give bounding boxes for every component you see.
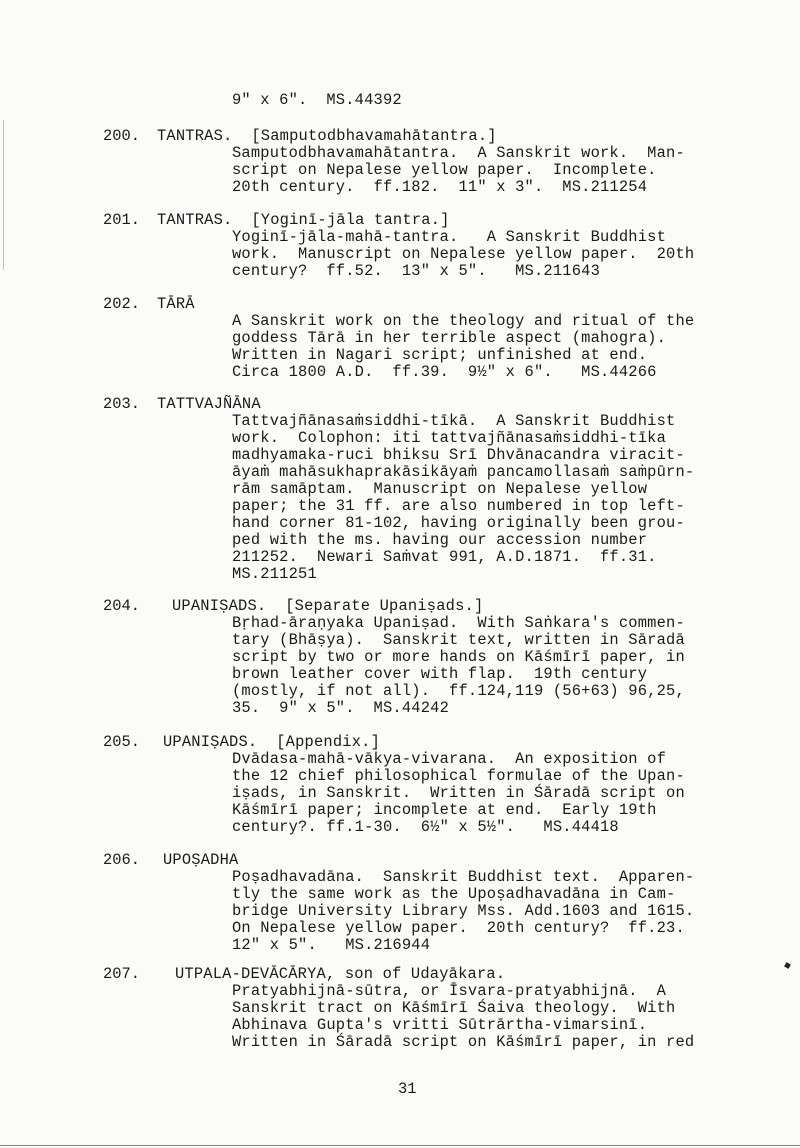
entry-body-line: 35. 9" x 5". MS.44242 [232,699,450,717]
entry-body-line: Sanskrit tract on Kāśmīrī Śaiva theology. With [232,999,676,1017]
entry-body-line: A Sanskrit work on the theology and ritual of the [232,312,695,330]
entry-body-line: the 12 chief philosophical formulae of the Upan- [232,767,685,785]
entry-body-line: Yoginī-jāla-mahā-tantra. A Sanskrit Buddhist [232,228,667,246]
entry-body-line: Kāśmīrī paper; incomplete at end. Early 19th [232,801,657,819]
entry-body-line: Poṣadhavadāna. Sanskrit Buddhist text. Apparen- [232,868,695,886]
entry-body-line: Tattvajñānasaṁsiddhi-tīkā. A Sanskrit Buddhist [232,412,676,430]
page-number: 31 [398,1080,417,1098]
entry-body-line: bridge University Library Mss. Add.1603 and 1615. [232,902,695,920]
entry-body-line: MS.211251 [232,565,317,583]
entry-body-line: āyaṁ mahāsukhaprakāsikāyaṁ pancamollasaṁ saṁpūrn- [232,463,695,481]
entry-heading: TANTRAS. [Samputodbhavamahātantra.] [157,127,497,145]
entry-body-line: tary (Bhāṣya). Sanskrit text, written in Sāradā [232,631,685,649]
entry-body-line: century? ff.52. 13" x 5". MS.211643 [232,262,600,280]
entry-body-line: ped with the ms. having our accession number [232,531,648,549]
entry-body-line: rām samāptam. Manuscript on Nepalese yellow [232,480,648,498]
entry-heading: UPANIṢADS. [Separate Upaniṣads.] [172,597,484,615]
entry-heading: TATTVAJÑĀNA [157,395,261,413]
entry-number: 203. [103,395,140,413]
entry-heading: UPOṢADHA [163,851,239,869]
entry-body-line: 12" x 5". MS.216944 [232,936,431,954]
entry-number: 204. [103,597,140,615]
entry-body-line: paper; the 31 ff. are also numbered in top left- [232,497,685,515]
entry-body-line: goddess Tārā in her terrible aspect (mahogra). [232,329,667,347]
entry-body-line: Circa 1800 A.D. ff.39. 9½" x 6". MS.44266 [232,363,657,381]
entry-body-line: Dvādasa-mahā-vākya-vivarana. An exposition of [232,750,667,768]
entry-body-line: script on Nepalese yellow paper. Incomplete. [232,161,657,179]
entry-heading: TANTRAS. [Yoginī-jāla tantra.] [157,211,450,229]
entry-body-line: Abhinava Gupta's vritti Sūtrārtha-vimarsinī. [232,1016,648,1034]
entry-body-line: madhyamaka-ruci bhiksu Srī Dhvānacandra viracit- [232,446,685,464]
entry-number: 200. [103,127,140,145]
entry-number: 206. [103,851,140,869]
entry-body-line: 20th century. ff.182. 11" x 3". MS.211254 [232,178,648,196]
entry-body-line: On Nepalese yellow paper. 20th century? ff.23. [232,919,685,937]
ink-speck [784,962,791,969]
entry-body-line: tly the same work as the Upoṣadhavadāna in Cam- [232,885,676,903]
entry-body-line: Bṛhad-āraṇyaka Upaniṣad. With Saṅkara's commen- [232,614,685,632]
entry-heading: TĀRĀ [157,295,195,313]
entry-body-line: Written in Śāradā script on Kāśmīrī paper, in red [232,1033,695,1051]
entry-body-line: hand corner 81-102, having originally been grou- [232,514,685,532]
entry-body-line: century?. ff.1-30. 6½" x 5½". MS.44418 [232,818,619,836]
entry-number: 202. [103,295,140,313]
entry-body-line: (mostly, if not all). ff.124,119 (56+63) 96,25, [232,682,685,700]
carryover-line: 9" x 6". MS.44392 [232,91,402,109]
entry-body-line: work. Manuscript on Nepalese yellow paper. 20th [232,245,695,263]
entry-body-line: 211252. Newari Saṁvat 991, A.D.1871. ff.31. [232,548,657,566]
entry-number: 207. [103,965,140,983]
entry-heading: UPANIṢADS. [Appendix.] [163,733,381,751]
entry-heading: UTPALA-DEVĀCĀRYA, son of Udayākara. [175,965,506,983]
entry-body-line: Pratyabhijnā-sūtra, or Īsvara-pratyabhijnā. A [232,982,667,1000]
entry-body-line: brown leather cover with flap. 19th century [232,665,648,683]
entry-body-line: script by two or more hands on Kāśmīrī paper, in [232,648,685,666]
scan-edge-mark [3,120,4,270]
entry-body-line: iṣads, in Sanskrit. Written in Śāradā script on [232,784,685,802]
entry-number: 201. [103,211,140,229]
scan-bottom-edge [0,1145,800,1146]
entry-number: 205. [103,733,140,751]
entry-body-line: Written in Nagari script; unfinished at end. [232,346,648,364]
entry-body-line: Samputodbhavamahātantra. A Sanskrit work. Man- [232,144,685,162]
entry-body-line: work. Colophon: iti tattvajñānasaṁsiddhi-tīka [232,429,667,447]
